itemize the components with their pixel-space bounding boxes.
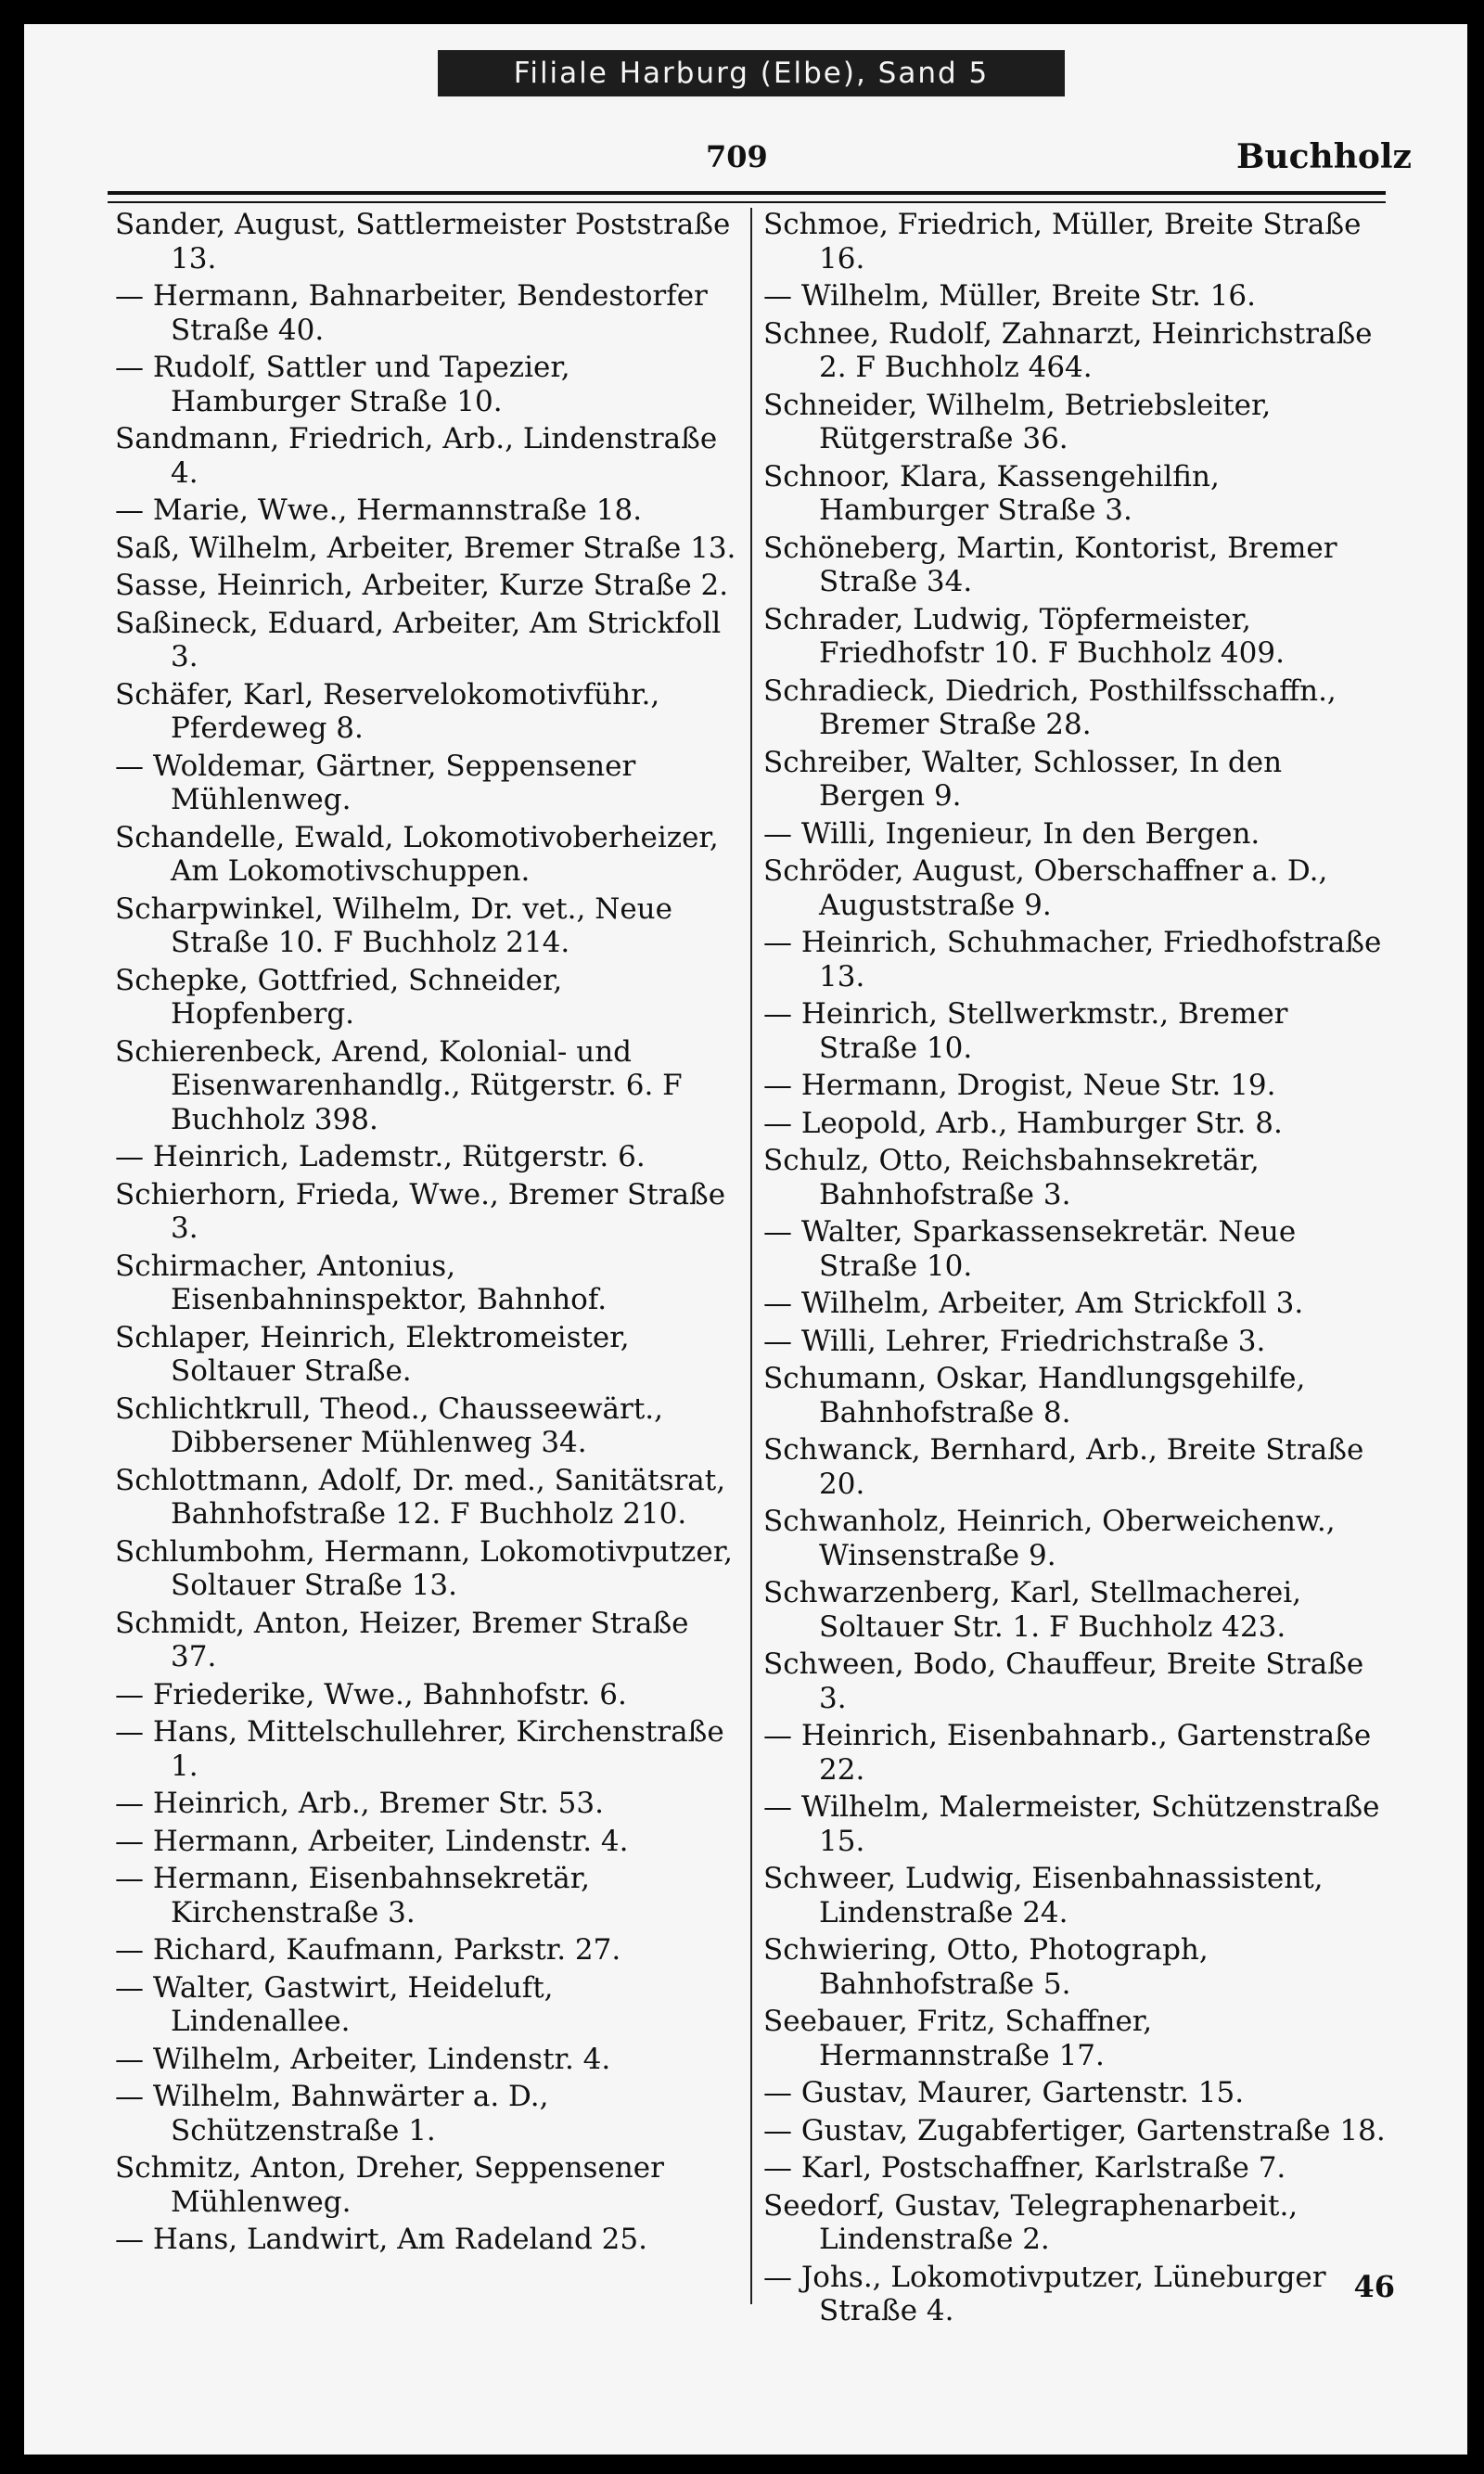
directory-entry: Schreiber, Walter, Schlosser, In den Bergen 9.: [763, 745, 1283, 813]
directory-entry: — Heinrich, Arb., Bremer Str. 53.: [115, 1787, 604, 1820]
right-column: [763, 208, 1388, 2332]
directory-entry: — Hermann, Eisenbahnsekretär, Kirchenstraße 3.: [115, 1862, 590, 1929]
left-column: [115, 208, 740, 2261]
directory-entry: Schröder, August, Oberschaffner a. D., Auguststraße 9.: [763, 854, 1328, 922]
directory-entry: — Walter, Gastwirt, Heideluft, Lindenallee.: [115, 1970, 554, 2038]
directory-entry: — Walter, Sparkassensekretär. Neue Straße 10.: [763, 1215, 1297, 1283]
directory-entry: — Gustav, Maurer, Gartenstr. 15.: [763, 2076, 1245, 2109]
directory-entry: Schirmacher, Antonius, Eisenbahninspektor, Bahnhof.: [115, 1249, 608, 1316]
directory-entry: — Hermann, Drogist, Neue Str. 19.: [763, 1069, 1276, 1102]
header-rule-thin: [108, 201, 1386, 203]
directory-entry: Schlaper, Heinrich, Elektromeister, Soltauer Straße.: [115, 1320, 630, 1388]
directory-entry: Schmidt, Anton, Heizer, Bremer Straße 37.: [115, 1606, 689, 1673]
directory-entry: Schrader, Ludwig, Töpfermeister, Friedhofstr 10. F Buchholz 409.: [763, 602, 1285, 670]
directory-entry: — Leopold, Arb., Hamburger Str. 8.: [763, 1106, 1283, 1140]
directory-entry: Schweer, Ludwig, Eisenbahnassistent, Lindenstraße 24.: [763, 1862, 1324, 1929]
directory-entry: — Wilhelm, Bahnwärter a. D., Schützenstraße 1.: [115, 2080, 549, 2147]
directory-entry: — Wilhelm, Arbeiter, Lindenstr. 4.: [115, 2042, 611, 2076]
directory-entry: — Heinrich, Eisenbahnarb., Gartenstraße 22.: [763, 1719, 1372, 1787]
directory-entry: Schradieck, Diedrich, Posthilfsschaffn., Bremer Straße 28.: [763, 673, 1337, 741]
directory-entry: Schmitz, Anton, Dreher, Seppensener Mühlenweg.: [115, 2151, 664, 2219]
directory-entry: Schnee, Rudolf, Zahnarzt, Heinrichstraße 2. F Buchholz 464.: [763, 316, 1373, 384]
directory-entry: Seebauer, Fritz, Schaffner, Hermannstraße 17.: [763, 2005, 1153, 2072]
directory-entry: Seedorf, Gustav, Telegraphenarbeit., Lindenstraße 2.: [763, 2188, 1298, 2256]
directory-entry: Saßineck, Eduard, Arbeiter, Am Strickfoll 3.: [115, 606, 722, 673]
directory-entry: — Heinrich, Stellwerkmstr., Bremer Straße 10.: [763, 997, 1288, 1065]
directory-entry: Schwarzenberg, Karl, Stellmacherei, Soltauer Str. 1. F Buchholz 423.: [763, 1576, 1302, 1644]
directory-entry: Sasse, Heinrich, Arbeiter, Kurze Straße 2.: [115, 569, 729, 602]
directory-entry: Schwanholz, Heinrich, Oberweichenw., Winsenstraße 9.: [763, 1505, 1336, 1572]
directory-entry: Saß, Wilhelm, Arbeiter, Bremer Straße 13.: [115, 531, 736, 565]
directory-entry: Schierhorn, Frieda, Wwe., Bremer Straße 3.: [115, 1177, 726, 1245]
directory-entry: Schween, Bodo, Chauffeur, Breite Straße 3.: [763, 1647, 1364, 1715]
directory-entry: — Marie, Wwe., Hermannstraße 18.: [115, 494, 643, 527]
directory-entry: Schäfer, Karl, Reservelokomotivführ., Pferdeweg 8.: [115, 677, 660, 745]
directory-entry: — Willi, Ingenieur, In den Bergen.: [763, 816, 1260, 851]
branch-banner: Filiale Harburg (Elbe), Sand 5: [438, 50, 1065, 96]
directory-entry: Schwiering, Otto, Photograph, Bahnhofstraße 5.: [763, 1933, 1209, 2001]
footer-number: 46: [1353, 2269, 1395, 2304]
directory-entry: — Johs., Lokomotivputzer, Lüneburger Straße 4.: [763, 2260, 1326, 2327]
directory-entry: — Willi, Lehrer, Friedrichstraße 3.: [763, 1324, 1266, 1358]
directory-entry: Schandelle, Ewald, Lokomotivoberheizer, Am Lokomotivschuppen.: [115, 820, 719, 888]
directory-entry: Schumann, Oskar, Handlungsgehilfe, Bahnhofstraße 8.: [763, 1362, 1306, 1429]
directory-page: [24, 24, 1467, 2455]
directory-entry: — Hermann, Arbeiter, Lindenstr. 4.: [115, 1824, 629, 1858]
directory-entry: — Wilhelm, Malermeister, Schützenstraße 15.: [763, 1790, 1380, 1858]
directory-entry: — Richard, Kaufmann, Parkstr. 27.: [115, 1933, 621, 1967]
directory-entry: Scharpwinkel, Wilhelm, Dr. vet., Neue Straße 10. F Buchholz 214.: [115, 891, 672, 959]
directory-entry: Schierenbeck, Arend, Kolonial- und Eisenwarenhandlg., Rütgerstr. 6. F Buchholz 398.: [115, 1034, 683, 1136]
header-rule-thick: [108, 191, 1386, 195]
directory-entry: Sander, August, Sattlermeister Poststraße 13.: [115, 208, 731, 276]
directory-entry: Schlumbohm, Hermann, Lokomotivputzer, Soltauer Straße 13.: [115, 1534, 733, 1602]
directory-entry: — Rudolf, Sattler und Tapezier, Hamburger Straße 10.: [115, 351, 570, 418]
directory-entry: Schwanck, Bernhard, Arb., Breite Straße 20.: [763, 1433, 1364, 1501]
directory-entry: — Woldemar, Gärtner, Seppensener Mühlenweg.: [115, 749, 636, 816]
directory-entry: — Wilhelm, Müller, Breite Str. 16.: [763, 279, 1256, 313]
directory-entry: Schmoe, Friedrich, Müller, Breite Straße 16.: [763, 208, 1362, 276]
directory-entry: — Wilhelm, Arbeiter, Am Strickfoll 3.: [763, 1287, 1304, 1320]
directory-entry: — Hermann, Bahnarbeiter, Bendestorfer Straße 40.: [115, 279, 708, 347]
directory-entry: Schneider, Wilhelm, Betriebsleiter, Rütgerstraße 36.: [763, 388, 1272, 455]
directory-entry: — Friederike, Wwe., Bahnhofstr. 6.: [115, 1677, 627, 1711]
directory-entry: Schöneberg, Martin, Kontorist, Bremer Straße 34.: [763, 531, 1337, 598]
directory-entry: — Hans, Mittelschullehrer, Kirchenstraße 1.: [115, 1715, 724, 1783]
directory-entry: Schulz, Otto, Reichsbahnsekretär, Bahnhofstraße 3.: [763, 1144, 1260, 1211]
directory-entry: Schnoor, Klara, Kassengehilfin, Hamburger Straße 3.: [763, 459, 1220, 527]
directory-entry: Schepke, Gottfried, Schneider, Hopfenberg.: [115, 963, 563, 1031]
directory-entry: — Heinrich, Schuhmacher, Friedhofstraße 13.: [763, 926, 1382, 993]
directory-entry: — Heinrich, Lademstr., Rütgerstr. 6.: [115, 1140, 646, 1173]
directory-entry: — Gustav, Zugabfertiger, Gartenstraße 18.: [763, 2113, 1386, 2147]
column-divider: [750, 208, 752, 2304]
running-head: Buchholz: [1236, 137, 1412, 176]
directory-entry: Sandmann, Friedrich, Arb., Lindenstraße 4.: [115, 422, 718, 490]
page-number: 709: [706, 139, 768, 174]
directory-entry: Schlichtkrull, Theod., Chausseewärt., Dibbersener Mühlenweg 34.: [115, 1391, 663, 1459]
directory-entry: — Karl, Postschaffner, Karlstraße 7.: [763, 2151, 1286, 2185]
directory-entry: Schlottmann, Adolf, Dr. med., Sanitätsrat, Bahnhofstraße 12. F Buchholz 210.: [115, 1463, 726, 1531]
directory-entry: — Hans, Landwirt, Am Radeland 25.: [115, 2223, 647, 2256]
